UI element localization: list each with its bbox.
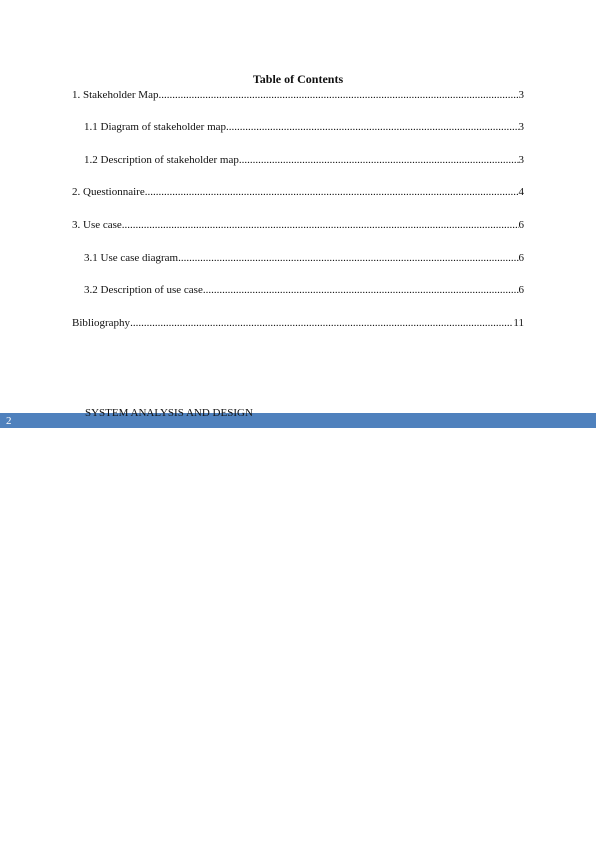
toc-dot-leader — [158, 88, 518, 102]
toc-entry-label: 1. Stakeholder Map — [72, 89, 159, 101]
toc-entry-bibliography[interactable] — [72, 316, 524, 330]
running-head: SYSTEM ANALYSIS AND DESIGN — [85, 407, 253, 419]
toc-entry-label: 3.2 Description of use case — [84, 284, 203, 296]
toc-entry-page: 6 — [518, 284, 524, 296]
toc-entry-stakeholder-map[interactable] — [72, 88, 524, 102]
toc-entry-label: 3.1 Use case diagram — [84, 252, 179, 264]
toc-entry-description-of-use-case[interactable] — [84, 283, 524, 297]
toc-entry-page: 3 — [518, 154, 524, 166]
toc-entry-questionnaire[interactable] — [72, 185, 524, 199]
toc-dot-leader — [239, 153, 519, 167]
toc-dot-leader — [130, 316, 513, 330]
toc-entry-use-case[interactable] — [72, 218, 524, 232]
toc-dot-leader — [178, 251, 518, 265]
toc-entry-label: 1.1 Diagram of stakeholder map — [84, 121, 227, 133]
page-number: 2 — [6, 415, 12, 427]
toc-entry-page: 6 — [518, 219, 524, 231]
toc-dot-leader — [203, 283, 519, 297]
toc-entry-page: 3 — [518, 89, 524, 101]
toc-entry-label: Bibliography — [72, 317, 131, 329]
toc-entry-diagram-of-stakeholder-map[interactable] — [84, 120, 524, 134]
toc-entry-page: 6 — [518, 252, 524, 264]
toc-dot-leader — [226, 120, 518, 134]
toc-entry-description-of-stakeholder-map[interactable] — [84, 153, 524, 167]
toc-entry-use-case-diagram[interactable] — [84, 251, 524, 265]
toc-entry-page: 11 — [513, 317, 524, 329]
toc-dot-leader — [145, 185, 519, 199]
toc-entry-label: 1.2 Description of stakeholder map — [84, 154, 239, 166]
toc-entry-page: 3 — [518, 121, 524, 133]
toc-entry-label: 3. Use case — [72, 219, 122, 231]
toc-entry-page: 4 — [518, 186, 524, 198]
toc-title: Table of Contents — [252, 72, 344, 86]
toc-dot-leader — [122, 218, 519, 232]
toc-entry-label: 2. Questionnaire — [72, 186, 145, 198]
